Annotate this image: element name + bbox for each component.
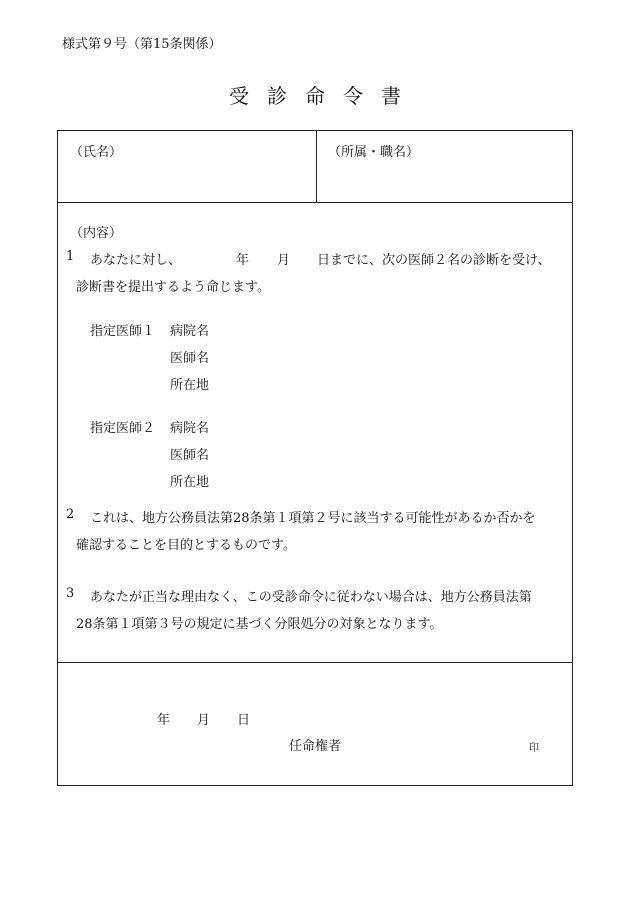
content-label: （内容） [70, 226, 123, 241]
footer-month: 月 [197, 713, 211, 728]
footer-divider [58, 662, 572, 663]
doctor2-address-label: 所在地 [170, 475, 210, 490]
form-number: 様式第９号（第15条関係） [62, 37, 222, 52]
form-frame [57, 130, 573, 786]
item2-line1: これは、地方公務員法第28条第１項第２号に該当する可能性があるか否かを [90, 511, 536, 526]
document-title: 受診命令書 [229, 84, 419, 108]
doctor1-doctor-label: 医師名 [170, 351, 210, 366]
item1-lead: あなたに対し、 [90, 253, 182, 268]
doctor1-label: 指定医師１ [90, 324, 156, 339]
item2-number: 2 [66, 507, 75, 522]
seal-mark: 印 [529, 743, 539, 754]
item3-line2: 28条第１項第３号の規定に基づく分限処分の対象となります。 [76, 617, 443, 632]
item1-tail: 日までに、次の医師２名の診断を受け、 [317, 253, 551, 268]
item3-number: 3 [66, 586, 75, 601]
doctor1-address-label: 所在地 [170, 378, 210, 393]
item1-line2: 診断書を提出するよう命じます。 [76, 280, 270, 295]
doctor2-hospital-label: 病院名 [170, 421, 210, 436]
item1-number: 1 [66, 249, 75, 264]
header-column-divider [316, 131, 317, 202]
doctor1-hospital-label: 病院名 [170, 324, 210, 339]
item1-year: 年 [236, 253, 250, 268]
footer-day: 日 [237, 713, 251, 728]
item1-month: 月 [277, 253, 291, 268]
appointing-authority-label: 任命権者 [289, 739, 342, 754]
footer-year: 年 [157, 713, 171, 728]
item3-line1: あなたが正当な理由なく、この受診命令に従わない場合は、地方公務員法第 [90, 590, 532, 605]
name-label: （氏名） [70, 145, 123, 160]
doctor2-label: 指定医師２ [90, 421, 156, 436]
doctor2-doctor-label: 医師名 [170, 448, 210, 463]
header-divider [58, 202, 572, 203]
affiliation-label: （所属・職名） [328, 145, 420, 160]
item2-line2: 確認することを目的とするものです。 [76, 538, 296, 553]
